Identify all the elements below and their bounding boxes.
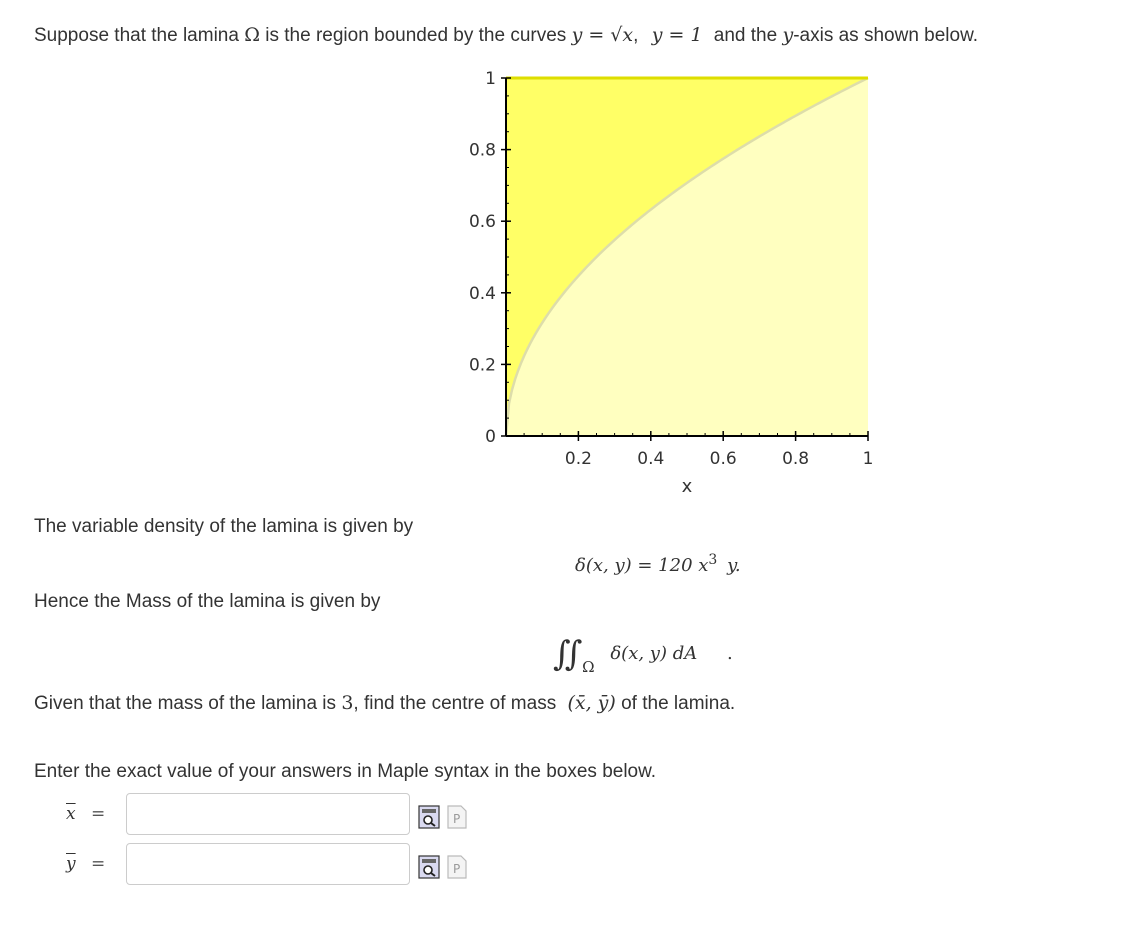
preview-icon[interactable] — [418, 805, 440, 829]
y-tick-label: 0.2 — [468, 355, 496, 376]
y-tick-label: 0.8 — [468, 140, 496, 161]
x-tick-label: 0.8 — [782, 449, 810, 469]
region-plot — [440, 60, 890, 500]
curve-sqrt: y = √x — [571, 24, 634, 46]
y-tick-label: 0 — [485, 427, 496, 447]
x-tick-label: 0.6 — [709, 449, 737, 469]
integrand: δ(x, y) dA — [610, 643, 698, 664]
mass-text: Hence the Mass of the lamina is given by — [34, 591, 381, 612]
xbar-var: $\overline{x}$ — [66, 804, 76, 824]
intro-text-4: -axis as shown below. — [793, 25, 979, 46]
centre-of-mass-symbol: (x̄, ȳ) — [567, 692, 616, 714]
x-tick-label: 0.2 — [564, 449, 592, 469]
ybar-answer-input[interactable] — [126, 843, 410, 885]
problem-intro — [34, 24, 978, 47]
density-text: The variable density of the lamina is given by — [34, 516, 414, 537]
intro-text-3: and the — [713, 25, 778, 46]
maple-syntax-icon[interactable] — [446, 855, 468, 879]
density-lhs: δ(x, y) = 120 — [575, 555, 693, 576]
x-tick-label: 1 — [862, 449, 874, 469]
x-axis-label: x — [681, 476, 693, 497]
xbar-answer-input[interactable] — [126, 793, 410, 835]
y-var: y — [782, 24, 794, 46]
x-tick-label: 0.4 — [637, 449, 665, 469]
y-tick-label: 1 — [485, 69, 496, 89]
omega-symbol: Ω — [244, 24, 260, 46]
mass-value: 3 — [341, 692, 354, 714]
xbar-label — [66, 804, 105, 824]
svg-text:P: P — [453, 862, 461, 876]
svg-text:P: P — [453, 812, 461, 826]
given-text-3: of the lamina. — [621, 693, 736, 714]
given-text-2: , find the centre of mass — [353, 693, 557, 714]
preview-icon[interactable] — [418, 855, 440, 879]
given-text-1: Given that the mass of the lamina is — [34, 693, 337, 714]
ybar-label — [66, 854, 105, 874]
mass-integral — [553, 628, 733, 676]
integral-period: . — [726, 643, 733, 664]
ybar-var: $\overline{y}$ — [66, 854, 76, 874]
integral-domain: Ω — [582, 657, 595, 676]
intro-comma: , — [633, 25, 639, 46]
y-tick-label: 0.4 — [468, 283, 496, 304]
given-line — [34, 692, 735, 715]
curve-y1: y = 1 — [651, 24, 703, 46]
xbar-equals: = — [91, 804, 106, 824]
density-formula — [575, 552, 741, 576]
y-tick-label: 0.6 — [468, 212, 496, 233]
intro-text-1: Suppose that the lamina — [34, 25, 239, 46]
instructions: Enter the exact value of your answers in Maple syntax in the boxes below. — [34, 761, 657, 782]
ybar-equals: = — [91, 854, 106, 874]
intro-text-2: is the region bounded by the curves — [265, 25, 567, 46]
density-y: y. — [727, 555, 741, 576]
density-x: x — [698, 555, 709, 576]
maple-syntax-icon[interactable] — [446, 805, 468, 829]
double-integral-sign: ∫∫ — [553, 634, 577, 674]
density-exponent: 3 — [708, 552, 718, 568]
